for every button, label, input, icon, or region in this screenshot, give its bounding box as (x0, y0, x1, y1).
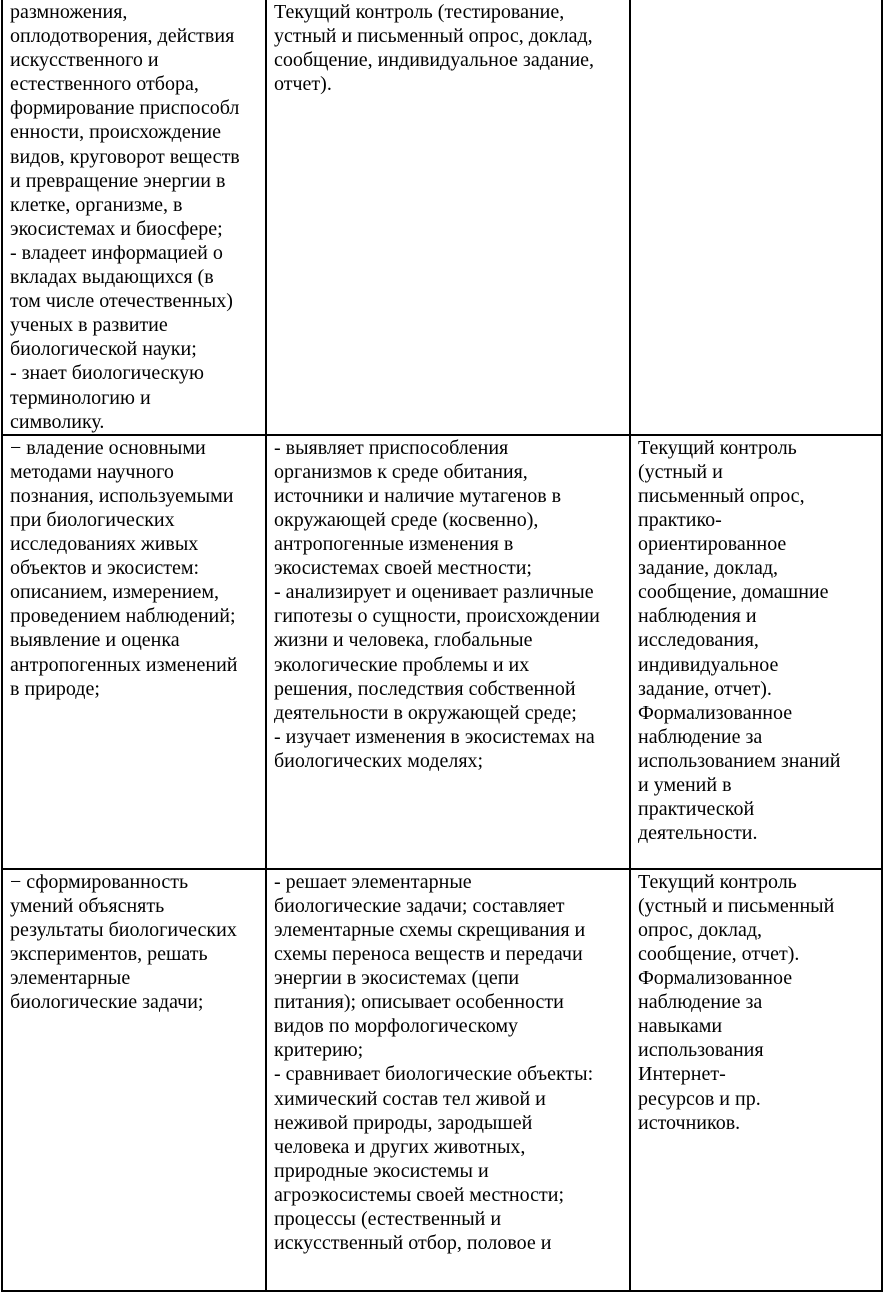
results-assessment-table (1, 0, 883, 1292)
assessment-methods-cell (630, 0, 882, 435)
table-row (2, 869, 882, 1291)
control-forms-cell: Текущий контроль (устный и письменный опрос, практико- ориентированное задание, доклад, сообщение, домашние наблюдения и исследования, индивидуальное задание, отчет). Формализованное наблюдение за использованием знаний и умений в практической деятельности. (630, 435, 882, 869)
learning-outcome-cell: размножения, оплодотворения, действия искусственного и естественного отбора, формирование приспособл енности, происхождение видов, круговорот веществ и превращение энергии в клетке, организме, в экосистемах и биосфере; - владеет информацией о вкладах выдающихся (в том числе отечественных) ученых в развитие биологической науки; - знает биологическую терминологию и символику. (2, 0, 266, 435)
indicators-cell: - решает элементарные биологические задачи; составляет элементарные схемы скрещивания и схемы переноса веществ и передачи энергии в экосистемах (цепи питания); описывает особенности видов по морфологическому критерию; - сравнивает биологические объекты: химический состав тел живой и неживой природы, зародышей человека и других животных, природные экосистемы и агроэкосистемы своей местности; процессы (естественный и искусственный отбор, половое и (266, 869, 630, 1291)
control-forms-cell: Текущий контроль (устный и письменный опрос, доклад, сообщение, отчет). Формализованное наблюдение за навыками использования Интернет- ресурсов и пр. источников. (630, 869, 882, 1291)
table-row (2, 0, 882, 435)
control-forms-cell: Текущий контроль (тестирование, устный и письменный опрос, доклад, сообщение, индивидуальное задание, отчет). (266, 0, 630, 435)
table-row (2, 435, 882, 869)
learning-outcome-cell: − владение основными методами научного познания, используемыми при биологических исследованиях живых объектов и экосистем: описанием, измерением, проведением наблюдений; выявление и оценка антропогенных изменений в природе; (2, 435, 266, 869)
indicators-cell: - выявляет приспособления организмов к среде обитания, источники и наличие мутагенов в окружающей среде (косвенно), антропогенные изменения в экосистемах своей местности; - анализирует и оценивает различные гипотезы о сущности, происхождении жизни и человека, глобальные экологические проблемы и их решения, последствия собственной деятельности в окружающей среде; - изучает изменения в экосистемах на биологических моделях; (266, 435, 630, 869)
learning-outcome-cell: − сформированность умений объяснять результаты биологических экспериментов, решать элементарные биологические задачи; (2, 869, 266, 1291)
